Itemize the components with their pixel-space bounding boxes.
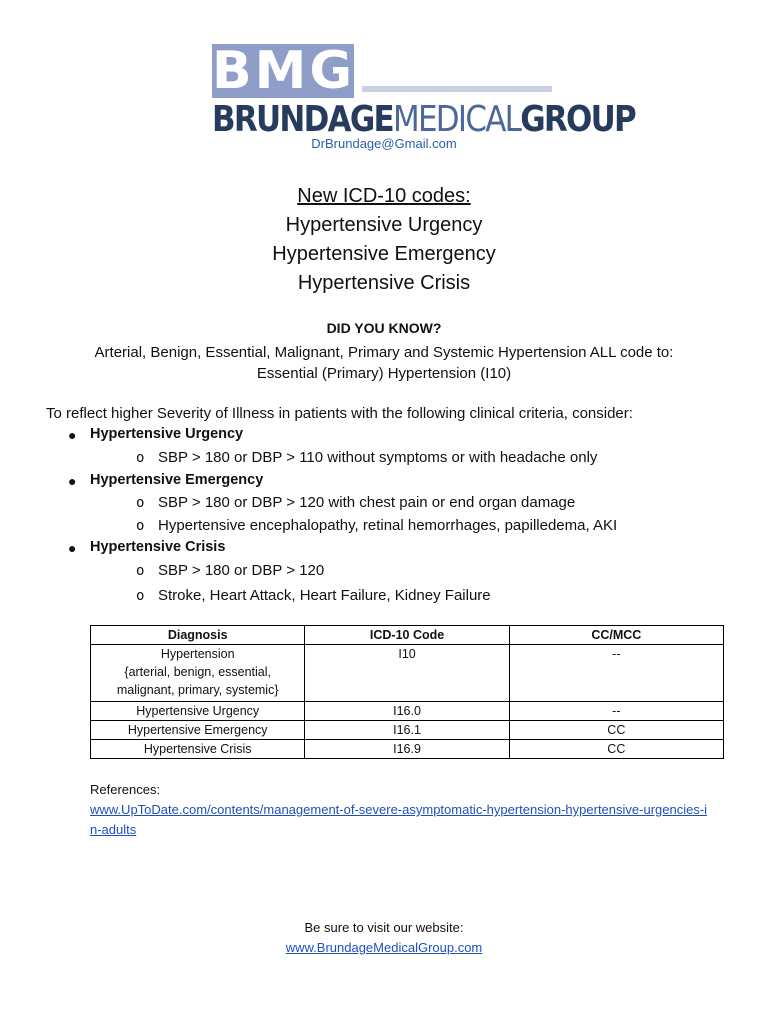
table-row (91, 740, 724, 759)
column-header-cc-mcc: CC/MCC (509, 626, 723, 645)
cell-cc: CC (509, 721, 723, 740)
bullet-icon: ● (68, 473, 77, 489)
diagnosis-hypertension-sub-1: {arterial, benign, essential, (124, 665, 272, 679)
criteria-emergency-label: Hypertensive Emergency (90, 472, 264, 488)
circle-bullet-icon: o (136, 450, 145, 466)
table-row (91, 721, 724, 740)
circle-bullet-icon: o (136, 495, 145, 511)
cell-diagnosis (91, 645, 305, 702)
did-you-know-line-2: Essential (Primary) Hypertension (I10) (256, 365, 512, 382)
did-you-know-heading: DID YOU KNOW? (326, 320, 442, 336)
website-link-container (0, 940, 768, 955)
circle-bullet-icon: o (136, 518, 145, 534)
uptodate-reference-link[interactable]: www.UpToDate.com/contents/management-of-severe-asymptomatic-hypertension-hypertensive-urgencies-in-adults (90, 802, 708, 837)
cell-code: I16.0 (305, 702, 509, 721)
cell-code: I16.1 (305, 721, 509, 740)
table-header-row (91, 626, 724, 645)
criteria-urgency-item-1: SBP > 180 or DBP > 110 without symptoms or with headache only (158, 449, 598, 466)
diagnosis-hypertension: Hypertension (160, 647, 235, 661)
icd10-codes-table (90, 625, 724, 759)
cell-cc: -- (509, 645, 723, 702)
circle-bullet-icon: o (136, 588, 145, 604)
table-row (91, 702, 724, 721)
logo-wordmark (212, 100, 635, 140)
brundage-medical-group-logo (212, 41, 636, 140)
references-label: References: (90, 782, 161, 797)
cell-cc: -- (509, 702, 723, 721)
logo-name-group: GROUP (520, 99, 636, 140)
bullet-icon: ● (68, 540, 77, 556)
diagnosis-hypertension-sub-2: malignant, primary, systemic} (116, 683, 279, 697)
visit-website-text: Be sure to visit our website: (304, 920, 464, 935)
cell-diagnosis: Hypertensive Urgency (91, 702, 305, 721)
logo-name-brundage: BRUNDAGE (212, 99, 393, 140)
criteria-emergency-item-1: SBP > 180 or DBP > 120 with chest pain or end organ damage (158, 494, 576, 511)
did-you-know-line-1: Arterial, Benign, Essential, Malignant, Primary and Systemic Hypertension ALL code to: (94, 344, 674, 361)
criteria-intro: To reflect higher Severity of Illness in patients with the following clinical criteria, consider: (46, 405, 633, 422)
criteria-crisis-item-2: Stroke, Heart Attack, Heart Failure, Kidney Failure (158, 587, 491, 604)
criteria-emergency-item-2: Hypertensive encephalopathy, retinal hemorrhages, papilledema, AKI (158, 517, 618, 534)
title-hypertensive-emergency: Hypertensive Emergency (272, 243, 496, 265)
column-header-diagnosis: Diagnosis (91, 626, 305, 645)
criteria-crisis-item-1: SBP > 180 or DBP > 120 (158, 562, 325, 579)
logo-name-medical: MEDICAL (392, 99, 521, 140)
cell-code: I10 (305, 645, 509, 702)
criteria-urgency-label: Hypertensive Urgency (90, 426, 244, 442)
cell-diagnosis: Hypertensive Crisis (91, 740, 305, 759)
table-row (91, 645, 724, 702)
logo-monogram: BMG (212, 41, 356, 101)
contact-email[interactable]: DrBrundage@Gmail.com (311, 136, 457, 151)
bullet-icon: ● (68, 427, 77, 443)
criteria-crisis-label: Hypertensive Crisis (90, 539, 226, 555)
cell-cc: CC (509, 740, 723, 759)
website-link[interactable]: www.BrundageMedicalGroup.com (285, 940, 483, 955)
references-link-container (90, 800, 710, 840)
page-title: New ICD-10 codes: (297, 185, 471, 207)
column-header-icd10-code: ICD-10 Code (305, 626, 509, 645)
circle-bullet-icon: o (136, 563, 145, 579)
logo-accent-bar (362, 86, 552, 92)
title-hypertensive-crisis: Hypertensive Crisis (297, 272, 471, 294)
cell-diagnosis: Hypertensive Emergency (91, 721, 305, 740)
cell-code: I16.9 (305, 740, 509, 759)
title-hypertensive-urgency: Hypertensive Urgency (285, 214, 483, 236)
